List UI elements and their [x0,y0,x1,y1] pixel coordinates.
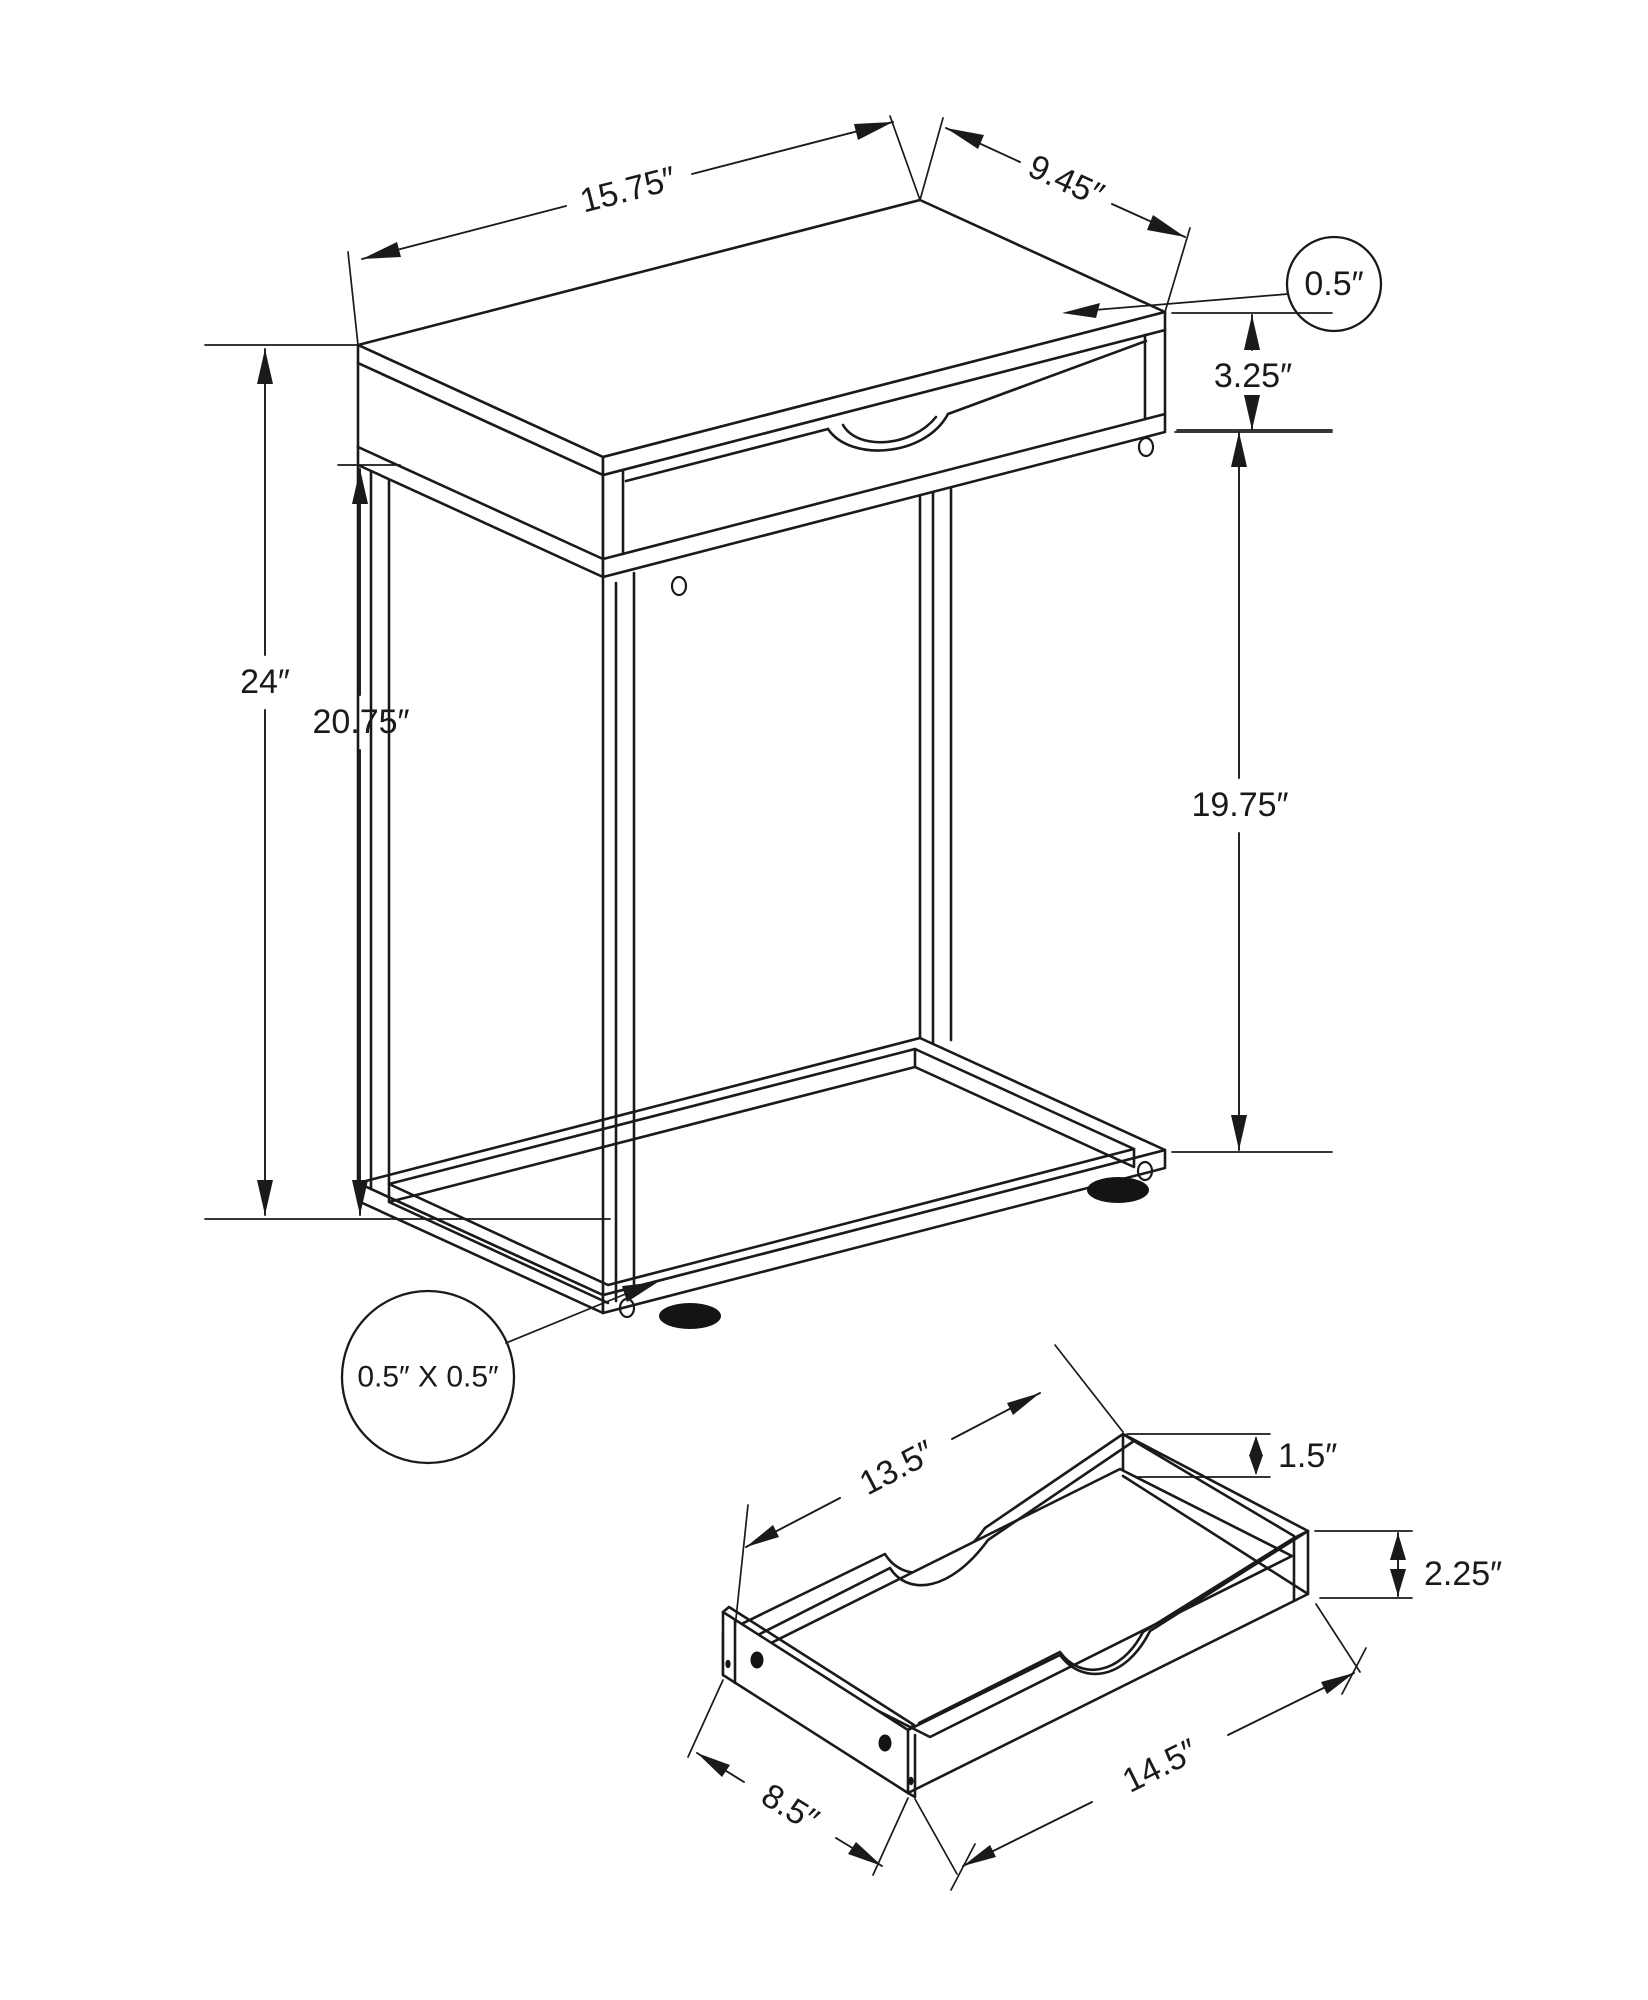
leader-line [506,1293,628,1343]
label-apron-height: 3.25″ [1213,357,1293,395]
post-left [358,465,389,1189]
dimension-front-height [1315,1531,1502,1598]
label-top-depth: 9.45″ [1022,147,1110,215]
ext-lines [1127,1434,1270,1477]
drawer-bolt-s1 [725,1660,730,1668]
label-outer-length: 14.5″ [1116,1731,1204,1801]
bolt-post-front [672,577,686,595]
label-clearance-left: 20.75″ [312,703,410,741]
label-clearance-under: 19.75″ [1191,786,1289,824]
bottom-shelf-frame [358,1038,1165,1313]
dimension-clearance-left [312,465,409,1215]
dimension-apron-height [1172,313,1332,432]
label-side-wall-height: 1.5″ [1278,1437,1338,1475]
label-inner-length: 13.5″ [853,1433,941,1503]
foot-right [1087,1177,1149,1203]
label-top-length: 15.75″ [576,159,680,221]
label-top-thickness: 0.5″ [1304,265,1364,303]
table-top [358,200,1165,577]
label-frame-tube: 0.5″ X 0.5″ [357,1360,499,1394]
drawer-bolt-s2 [908,1777,913,1785]
dimension-clearance-under [1172,430,1332,1152]
drawer-bolt-1 [751,1652,764,1669]
bolt-apron-right [1139,438,1153,456]
drawer-bolt-2 [879,1735,892,1752]
foot-front-left [659,1303,721,1329]
drawer-detail [688,1345,1502,1890]
label-front-height: 2.25″ [1424,1555,1503,1593]
label-depth: 8.5″ [754,1776,826,1840]
label-total-height: 24″ [240,663,290,701]
